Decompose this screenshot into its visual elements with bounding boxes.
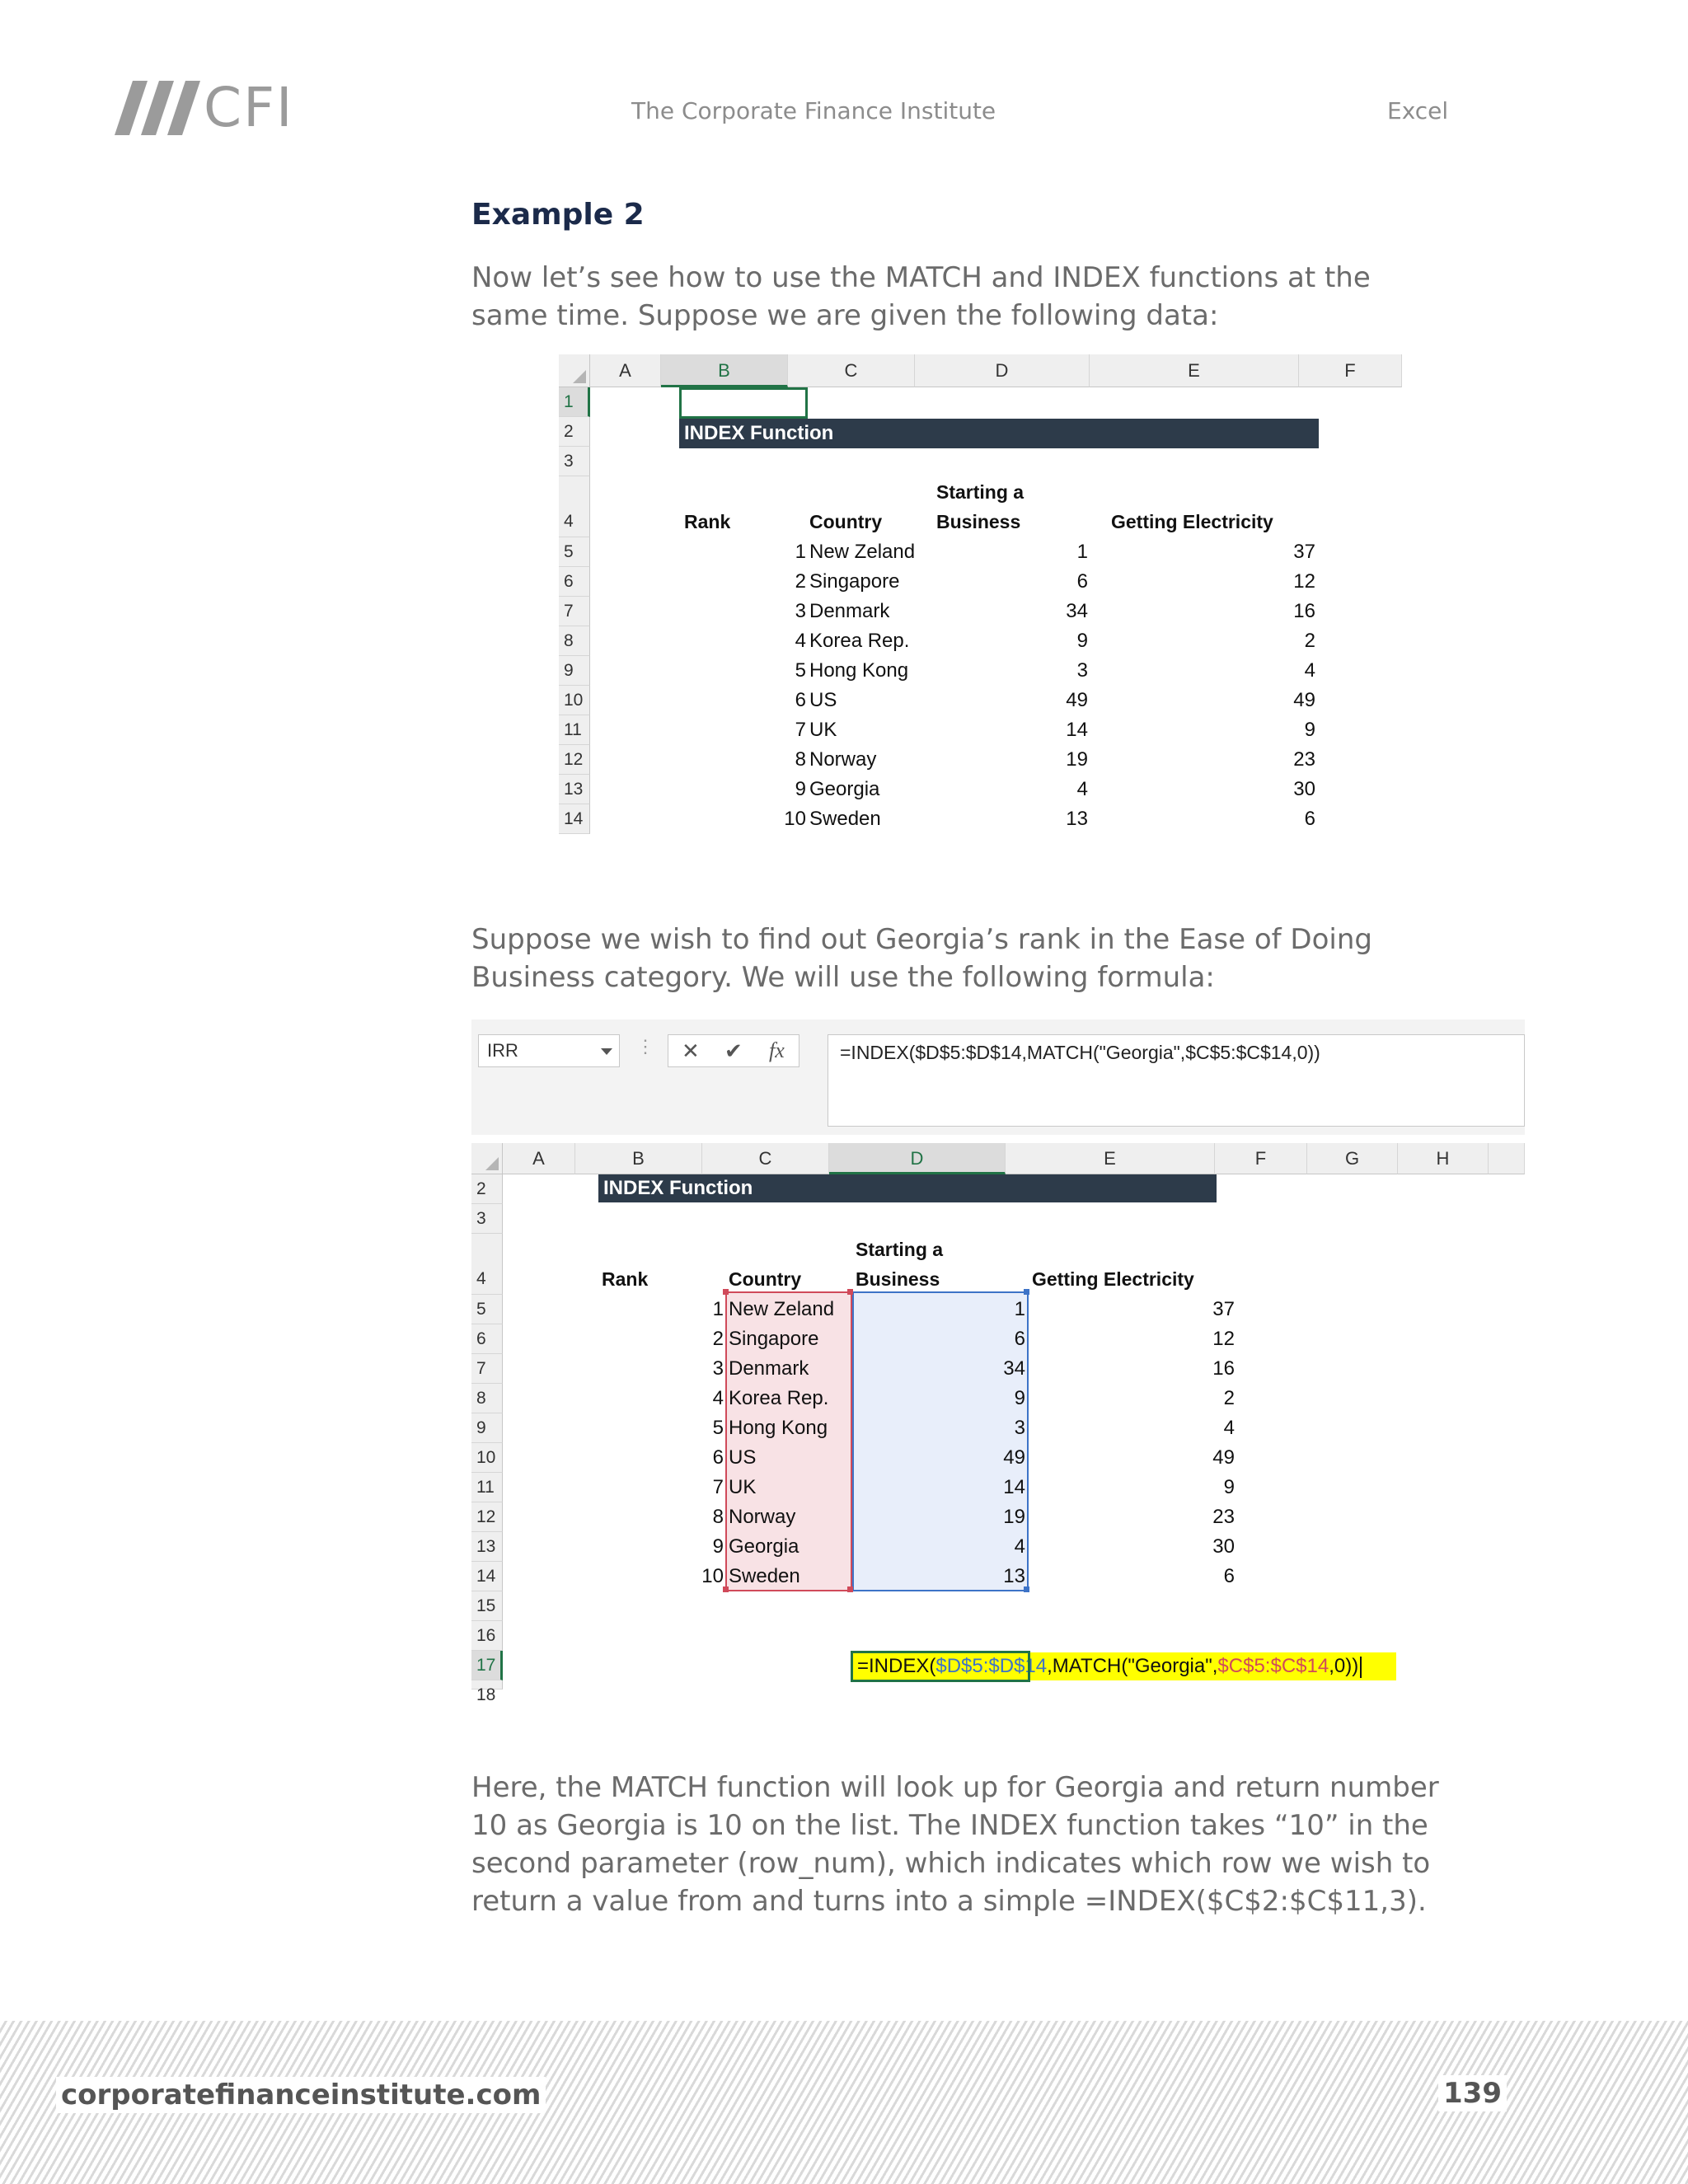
country-value: Georgia (809, 778, 880, 800)
formula-bar-input[interactable]: =INDEX($D$5:$D$14,MATCH("Georgia",$C$5:$C$14,0)) (828, 1034, 1525, 1127)
row-header-11: 11 (471, 1473, 503, 1502)
more-options-icon: ⋮ (636, 1036, 654, 1057)
electricity-value: 12 (1212, 1328, 1235, 1350)
row-header-7: 7 (559, 597, 590, 626)
row-header-10: 10 (559, 686, 590, 715)
formula-toolbar (471, 1019, 1525, 1135)
col-header-a: A (590, 354, 661, 387)
select-all-corner (559, 354, 590, 387)
electricity-value: 30 (1293, 778, 1315, 800)
header-business-line2: Business (856, 1268, 940, 1290)
rank-value: 10 (784, 808, 806, 830)
rank-value: 6 (712, 1446, 724, 1469)
rank-value: 9 (795, 778, 806, 800)
text-cursor (1360, 1657, 1362, 1678)
row-header-15: 15 (471, 1591, 503, 1621)
country-value: Norway (729, 1506, 796, 1528)
electricity-value: 37 (1212, 1298, 1235, 1320)
electricity-value: 2 (1304, 630, 1315, 652)
business-value: 34 (1066, 600, 1088, 622)
business-value: 1 (1076, 541, 1088, 563)
electricity-value: 4 (1304, 659, 1315, 682)
cfi-logo-stripes-icon (111, 81, 202, 135)
country-value: Denmark (809, 600, 890, 622)
header-electricity: Getting Electricity (1032, 1268, 1194, 1290)
country-value: Norway (809, 748, 877, 771)
enter-check-icon[interactable]: ✔ (724, 1038, 743, 1063)
rank-value: 9 (712, 1535, 724, 1558)
business-value: 6 (1076, 570, 1088, 593)
row-header-5: 5 (471, 1295, 503, 1324)
col-header-d: D (829, 1143, 1006, 1174)
formula-part: =INDEX( (857, 1655, 936, 1677)
business-value: 49 (1003, 1446, 1025, 1469)
country-value: Denmark (729, 1357, 809, 1380)
chevron-down-icon[interactable] (601, 1048, 612, 1055)
col-header-b: B (575, 1143, 702, 1174)
row-header-3: 3 (559, 447, 590, 476)
col-header-e: E (1090, 354, 1299, 387)
row-header-4: 4 (559, 476, 590, 537)
business-value: 13 (1003, 1565, 1025, 1587)
business-value: 4 (1076, 778, 1088, 800)
country-value: Sweden (809, 808, 881, 830)
row-header-8: 8 (471, 1384, 503, 1413)
rank-value: 2 (795, 570, 806, 593)
rank-value: 10 (701, 1565, 724, 1587)
business-value: 6 (1014, 1328, 1025, 1350)
row-header-11: 11 (559, 715, 590, 745)
rank-value: 4 (712, 1387, 724, 1409)
header-electricity: Getting Electricity (1111, 511, 1273, 532)
row-header-14: 14 (471, 1562, 503, 1591)
business-value: 3 (1014, 1417, 1025, 1439)
row-header-13: 13 (559, 775, 590, 804)
electricity-value: 12 (1293, 570, 1315, 593)
row-header-14: 14 (559, 804, 590, 834)
col-header-h: H (1398, 1143, 1489, 1174)
electricity-value: 49 (1212, 1446, 1235, 1469)
country-value: US (729, 1446, 757, 1469)
formula-part: ,MATCH("Georgia", (1047, 1655, 1218, 1677)
insert-function-icon[interactable]: fx (769, 1038, 785, 1062)
country-value: US (809, 689, 837, 711)
electricity-value: 16 (1293, 600, 1315, 622)
active-cell-d17[interactable] (851, 1651, 1030, 1682)
example-title: Example 2 (471, 198, 645, 232)
col-header-g: G (1307, 1143, 1398, 1174)
business-value: 3 (1076, 659, 1088, 682)
business-value: 1 (1014, 1298, 1025, 1320)
country-value: Korea Rep. (729, 1387, 829, 1409)
country-value: Singapore (729, 1328, 819, 1350)
country-value: Hong Kong (809, 659, 909, 682)
header-title: The Corporate Finance Institute (631, 97, 996, 124)
business-value: 14 (1003, 1476, 1025, 1498)
row-header-12: 12 (559, 745, 590, 775)
business-value: 9 (1014, 1387, 1025, 1409)
row-header-10: 10 (471, 1443, 503, 1473)
col-header-c: C (702, 1143, 829, 1174)
formula-intro-paragraph: Suppose we wish to find out Georgia’s rank in the Ease of Doing Business category. We will use the following formula: (471, 923, 1372, 994)
range-handle[interactable] (723, 1586, 729, 1592)
formula-buttons (668, 1034, 799, 1067)
electricity-value: 30 (1212, 1535, 1235, 1558)
electricity-value: 2 (1223, 1387, 1235, 1409)
country-value: Singapore (809, 570, 900, 593)
business-value: 14 (1066, 719, 1088, 741)
header-rank: Rank (684, 511, 731, 532)
electricity-value: 37 (1293, 541, 1315, 563)
row-header-7: 7 (471, 1354, 503, 1384)
country-value: Georgia (729, 1535, 799, 1558)
row-header-18: 18 (471, 1680, 503, 1690)
country-value: Hong Kong (729, 1417, 828, 1439)
rank-value: 3 (795, 600, 806, 622)
rank-value: 2 (712, 1328, 724, 1350)
row-header-1: 1 (559, 387, 590, 417)
col-header-c: C (788, 354, 915, 387)
header-business-line1: Starting a (856, 1239, 944, 1260)
row-header-6: 6 (559, 567, 590, 597)
country-value: UK (809, 719, 837, 741)
header-country: Country (729, 1268, 802, 1290)
business-value: 4 (1014, 1535, 1025, 1558)
country-value: New Zeland (809, 541, 916, 563)
row-header-4: 4 (471, 1234, 503, 1295)
col-header-a: A (503, 1143, 575, 1174)
sheet2-grid (471, 1143, 1525, 1704)
header-country: Country (809, 511, 883, 532)
business-value: 34 (1003, 1357, 1025, 1380)
row-header-12: 12 (471, 1502, 503, 1532)
electricity-value: 16 (1212, 1357, 1235, 1380)
rank-value: 8 (795, 748, 806, 771)
rank-value: 1 (712, 1298, 724, 1320)
electricity-value: 4 (1223, 1417, 1235, 1439)
country-value: UK (729, 1476, 757, 1498)
footer-website: corporatefinanceinstitute.com (56, 2077, 546, 2113)
name-box-value: IRR (487, 1040, 518, 1061)
country-value: New Zeland (729, 1298, 835, 1320)
country-value: Korea Rep. (809, 630, 910, 652)
rank-value: 7 (795, 719, 806, 741)
row-header-2: 2 (559, 417, 590, 447)
row-header-6: 6 (471, 1324, 503, 1354)
formula-part: ,0)) (1329, 1655, 1359, 1677)
row-header-3: 3 (471, 1204, 503, 1234)
formula-part: $D$5:$D$14 (935, 1655, 1048, 1677)
header-business-line1: Starting a (936, 481, 1025, 503)
index-function-banner: INDEX Function (598, 1174, 1217, 1202)
col-header-overflow (1489, 1143, 1525, 1174)
select-all-corner (471, 1143, 503, 1174)
row-header-17: 17 (471, 1651, 503, 1680)
intro-paragraph: Now let’s see how to use the MATCH and INDEX functions at the same time. Suppose we are given the following data: (471, 261, 1371, 332)
spreadsheet-screenshot-1 (559, 354, 1402, 839)
cancel-icon[interactable]: ✕ (682, 1038, 700, 1063)
range-handle[interactable] (723, 1289, 729, 1295)
country-value: Sweden (729, 1565, 800, 1587)
row-header-2: 2 (471, 1174, 503, 1204)
electricity-value: 9 (1223, 1476, 1235, 1498)
row-header-9: 9 (559, 656, 590, 686)
col-header-d: D (915, 354, 1090, 387)
rank-value: 5 (712, 1417, 724, 1439)
rank-value: 5 (795, 659, 806, 682)
name-box[interactable] (478, 1034, 620, 1067)
electricity-value: 9 (1304, 719, 1315, 741)
header-rank: Rank (602, 1268, 649, 1290)
row-header-9: 9 (471, 1413, 503, 1443)
electricity-value: 23 (1293, 748, 1315, 771)
col-header-e: E (1006, 1143, 1215, 1174)
col-header-f: F (1215, 1143, 1307, 1174)
row-header-16: 16 (471, 1621, 503, 1651)
col-header-f: F (1299, 354, 1402, 387)
col-header-b: B (661, 354, 788, 387)
range-handle[interactable] (847, 1289, 853, 1295)
header-business-line2: Business (936, 511, 1021, 532)
index-function-banner: INDEX Function (679, 419, 1319, 448)
business-value: 19 (1003, 1506, 1025, 1528)
index-range-d5-d14 (852, 1291, 1029, 1591)
business-value: 49 (1066, 689, 1088, 711)
row-header-13: 13 (471, 1532, 503, 1562)
rank-value: 7 (712, 1476, 724, 1498)
electricity-value: 49 (1293, 689, 1315, 711)
page-number: 139 (1438, 2075, 1507, 2111)
business-value: 9 (1076, 630, 1088, 652)
range-handle[interactable] (847, 1586, 853, 1592)
rank-value: 6 (795, 689, 806, 711)
formula-part: $C$5:$C$14 (1217, 1655, 1329, 1677)
rank-value: 1 (795, 541, 806, 563)
spreadsheet-screenshot-2 (471, 1019, 1525, 1704)
business-value: 19 (1066, 748, 1088, 771)
explanation-paragraph: Here, the MATCH function will look up for Georgia and return number 10 as Georgia is 10 on the list. The INDEX function takes “10” in the second parameter (row_num), which indicates which row we wish to return a value from and turns into a simple =INDEX($C$2:$C$11,3). (471, 1771, 1439, 1918)
active-cell-b1[interactable] (679, 387, 808, 419)
electricity-value: 6 (1223, 1565, 1235, 1587)
electricity-value: 23 (1212, 1506, 1235, 1528)
rank-value: 8 (712, 1506, 724, 1528)
business-value: 13 (1066, 808, 1088, 830)
rank-value: 3 (712, 1357, 724, 1380)
rank-value: 4 (795, 630, 806, 652)
cfi-logo (111, 76, 294, 139)
row-header-8: 8 (559, 626, 590, 656)
electricity-value: 6 (1304, 808, 1315, 830)
header-section: Excel (1387, 97, 1449, 124)
logo-text: CFI (204, 76, 294, 139)
row-header-5: 5 (559, 537, 590, 567)
range-handle[interactable] (1024, 1289, 1029, 1295)
